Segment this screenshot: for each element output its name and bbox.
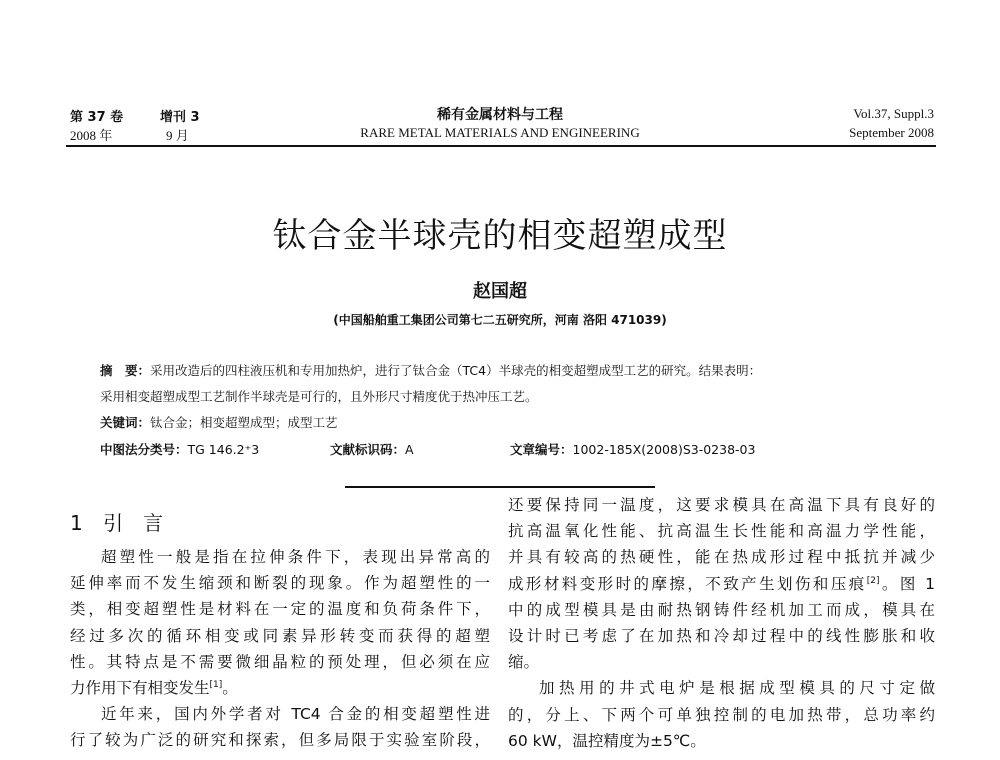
text-line: 类，相变超塑性是材料在一定的温度和负荷条件下， xyxy=(70,600,490,619)
clc-number xyxy=(100,440,259,458)
volume: 第 37 卷 xyxy=(70,110,124,125)
header-rule xyxy=(66,145,936,147)
article-number-value: 1002-185X(2008)S3-0238-03 xyxy=(572,442,756,457)
volume-en: Vol.37, Suppl.3 xyxy=(853,106,934,121)
journal-title-en: RARE METAL MATERIALS AND ENGINEERING xyxy=(360,125,640,140)
text-line: 的，分上、下两个可单独控制的电加热带，总功率约 xyxy=(508,705,935,724)
journal-title-cn: 稀有金属材料与工程 xyxy=(437,107,563,123)
issue: 增刊 3 xyxy=(160,110,200,125)
document-code xyxy=(330,440,414,458)
text-line: 中的成型模具是由耐热钢铸件经机加工而成，模具在 xyxy=(508,600,935,619)
abstract-text-2: 采用相变超塑成型工艺制作半球壳是可行的，且外形尺寸精度优于热冲压工艺。 xyxy=(100,389,538,404)
article-number xyxy=(510,440,755,458)
text-line: 还要保持同一温度，这要求模具在高温下具有良好的 xyxy=(508,496,935,514)
doc-code-value: A xyxy=(405,442,414,457)
affiliation: (中国船舶重工集团公司第七二五研究所，河南 洛阳 471039) xyxy=(333,313,667,327)
text-line: 经过多次的循环相变或同素异形转变而获得的超塑 xyxy=(70,626,490,645)
text-fragment: 成形材料变形时的摩擦，不致产生划伤和压痕 xyxy=(508,574,867,593)
paper-title: 钛合金半球壳的相变超塑成型 xyxy=(272,216,728,256)
abstract-label: 摘 要： xyxy=(100,363,151,378)
text-line xyxy=(70,675,490,701)
month: 9 月 xyxy=(166,128,189,143)
abstract-text-1: 采用改造后的四柱液压机和专用加热炉，进行了钛合金（TC4）半球壳的相变超塑成型工艺的研究。结果表明： xyxy=(150,363,762,378)
right-column xyxy=(508,492,935,754)
abstract-line-1 xyxy=(100,361,761,379)
author: 赵国超 xyxy=(473,281,527,302)
text-line: 设计时已考虑了在加热和冷却过程中的线性膨胀和收 xyxy=(508,626,935,645)
keywords xyxy=(100,413,338,431)
citation-2[interactable]: [2] xyxy=(866,575,880,586)
clc-value: TG 146.2⁺3 xyxy=(187,442,260,457)
text-line: 近年来，国内外学者对 TC4 合金的相变超塑性进 xyxy=(101,705,490,724)
text-line: 延伸率而不发生缩颈和断裂的现象。作为超塑性的一 xyxy=(70,574,490,593)
text-line: 性。其特点是不需要微细晶粒的预处理，但必须在应 xyxy=(70,652,490,671)
keywords-value: 钛合金；相变超塑成型；成型工艺 xyxy=(150,415,338,430)
abstract-separator xyxy=(345,486,655,488)
section-number: 1 xyxy=(70,511,83,535)
text-line: 行了较为广泛的研究和探索，但多局限于实验室阶段， xyxy=(70,731,490,750)
year: 2008 年 xyxy=(70,128,113,143)
left-column xyxy=(70,544,490,754)
section-heading xyxy=(70,507,163,536)
text-fragment: 。图 1 xyxy=(879,574,935,593)
text-line: 缩。 xyxy=(508,653,540,672)
doc-code-label: 文献标识码： xyxy=(330,442,406,457)
section-title: 引 言 xyxy=(103,511,164,535)
text-line: 超塑性一般是指在拉伸条件下，表现出异常高的 xyxy=(101,548,490,566)
clc-label: 中图法分类号： xyxy=(100,442,188,457)
text-fragment: 力作用下有相变发生 xyxy=(70,678,210,697)
text-line: 60 kW，温控精度为±5℃。 xyxy=(508,731,706,750)
text-line: 抗高温氧化性能、抗高温生长性能和高温力学性能， xyxy=(508,522,935,541)
keywords-label: 关键词： xyxy=(100,415,151,430)
text-line xyxy=(508,571,935,597)
date-en: September 2008 xyxy=(849,125,934,140)
citation-1[interactable]: [1] xyxy=(209,679,223,690)
text-line: 并具有较高的热硬性，能在热成形过程中抵抗并减少 xyxy=(508,548,935,567)
article-number-label: 文章编号： xyxy=(510,442,573,457)
text-line: 加热用的井式电炉是根据成型模具的尺寸定做 xyxy=(539,679,935,698)
text-fragment: 。 xyxy=(222,678,238,697)
